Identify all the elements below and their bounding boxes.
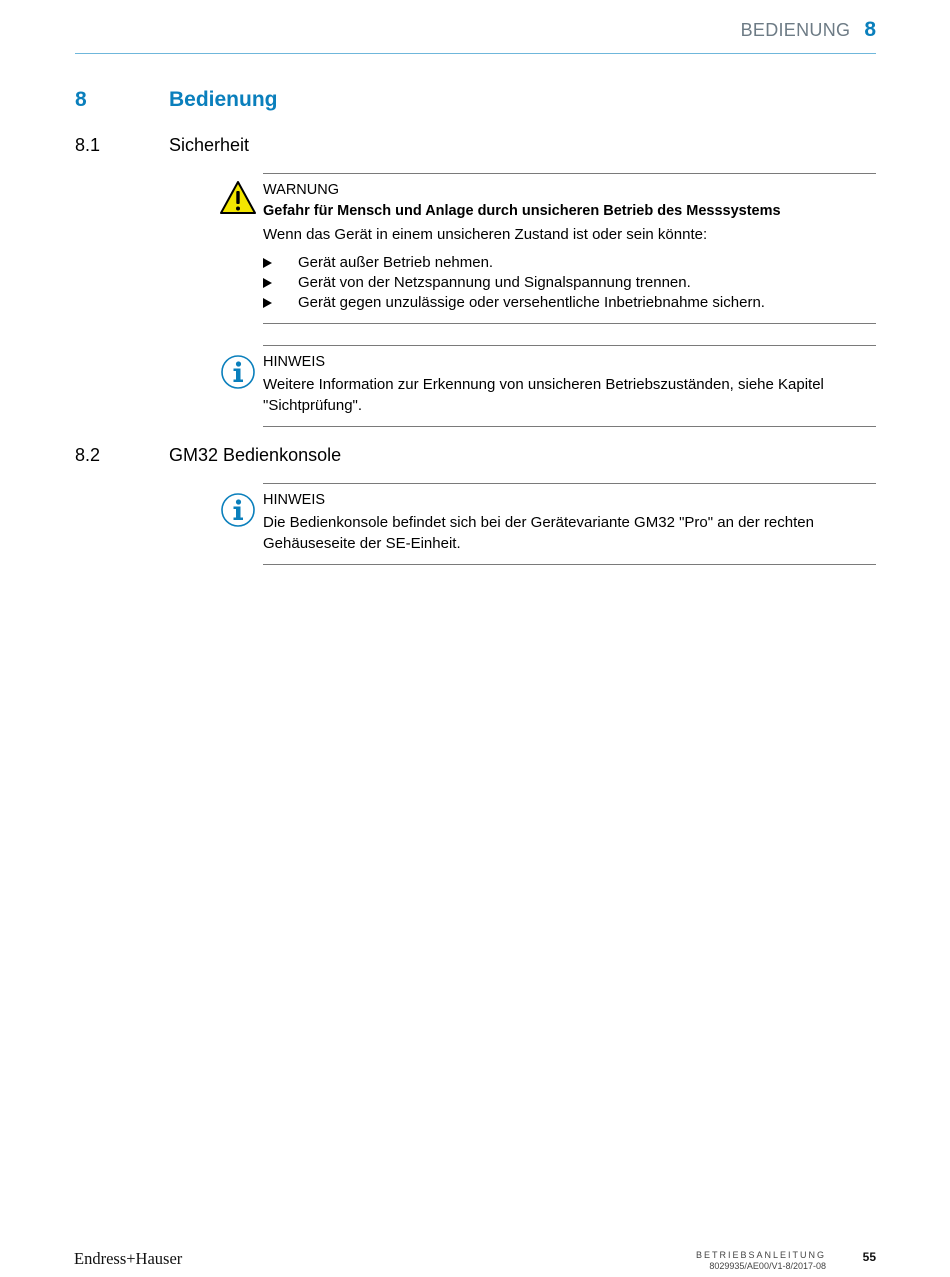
page-number: 55 [862,1250,876,1264]
warning-triangle-icon [219,180,257,216]
info-notice [263,345,876,427]
info-signal-word: HINWEIS [263,492,326,508]
document-id: 8029935/AE00/V1-8/2017-08 [709,1261,826,1271]
info-icon [220,354,256,390]
list-item-text: Gerät außer Betrieb nehmen. [298,254,494,271]
list-item [263,273,876,293]
list-item-text: Gerät gegen unzulässige oder versehentliche Inbetriebnahme sichern. [298,294,765,311]
warning-signal-word: WARNUNG [263,182,339,198]
info-notice [263,483,876,565]
section-title: GM32 Bedienkonsole [169,445,342,465]
document-type: BETRIEBSANLEITUNG [695,1250,826,1260]
header-rule [75,53,876,54]
info-icon [220,492,256,528]
info-signal-word: HINWEIS [263,354,326,370]
chapter-number: 8 [75,88,87,111]
info-text: Weitere Information zur Erkennung von unsicheren Betriebszuständen, siehe Kapitel "Sichtprüfung". [263,376,824,414]
running-header [741,18,876,42]
section-number: 8.2 [75,445,101,465]
warning-subtitle: Gefahr für Mensch und Anlage durch unsicheren Betrieb des Messsystems [263,203,781,219]
bullet-arrow-icon [263,258,272,268]
running-header-number: 8 [864,18,876,41]
warning-text: Wenn das Gerät in einem unsicheren Zustand ist oder sein könnte: [263,226,708,243]
brand-logo: Endress+Hauser [74,1249,183,1268]
warning-notice [263,173,876,324]
list-item [263,253,876,273]
bullet-arrow-icon [263,298,272,308]
list-item [263,293,876,313]
footer-document-info [696,1250,826,1272]
chapter-title: Bedienung [169,88,278,111]
list-item-text: Gerät von der Netzspannung und Signalspannung trennen. [298,274,691,291]
section-number: 8.1 [75,135,101,155]
bullet-arrow-icon [263,278,272,288]
info-text: Die Bedienkonsole befindet sich bei der Gerätevariante GM32 "Pro" an der rechten Gehäuseseite der SE-Einheit. [263,514,814,552]
running-header-title: BEDIENUNG [740,20,851,40]
section-title: Sicherheit [169,135,250,155]
warning-action-list [263,253,876,313]
